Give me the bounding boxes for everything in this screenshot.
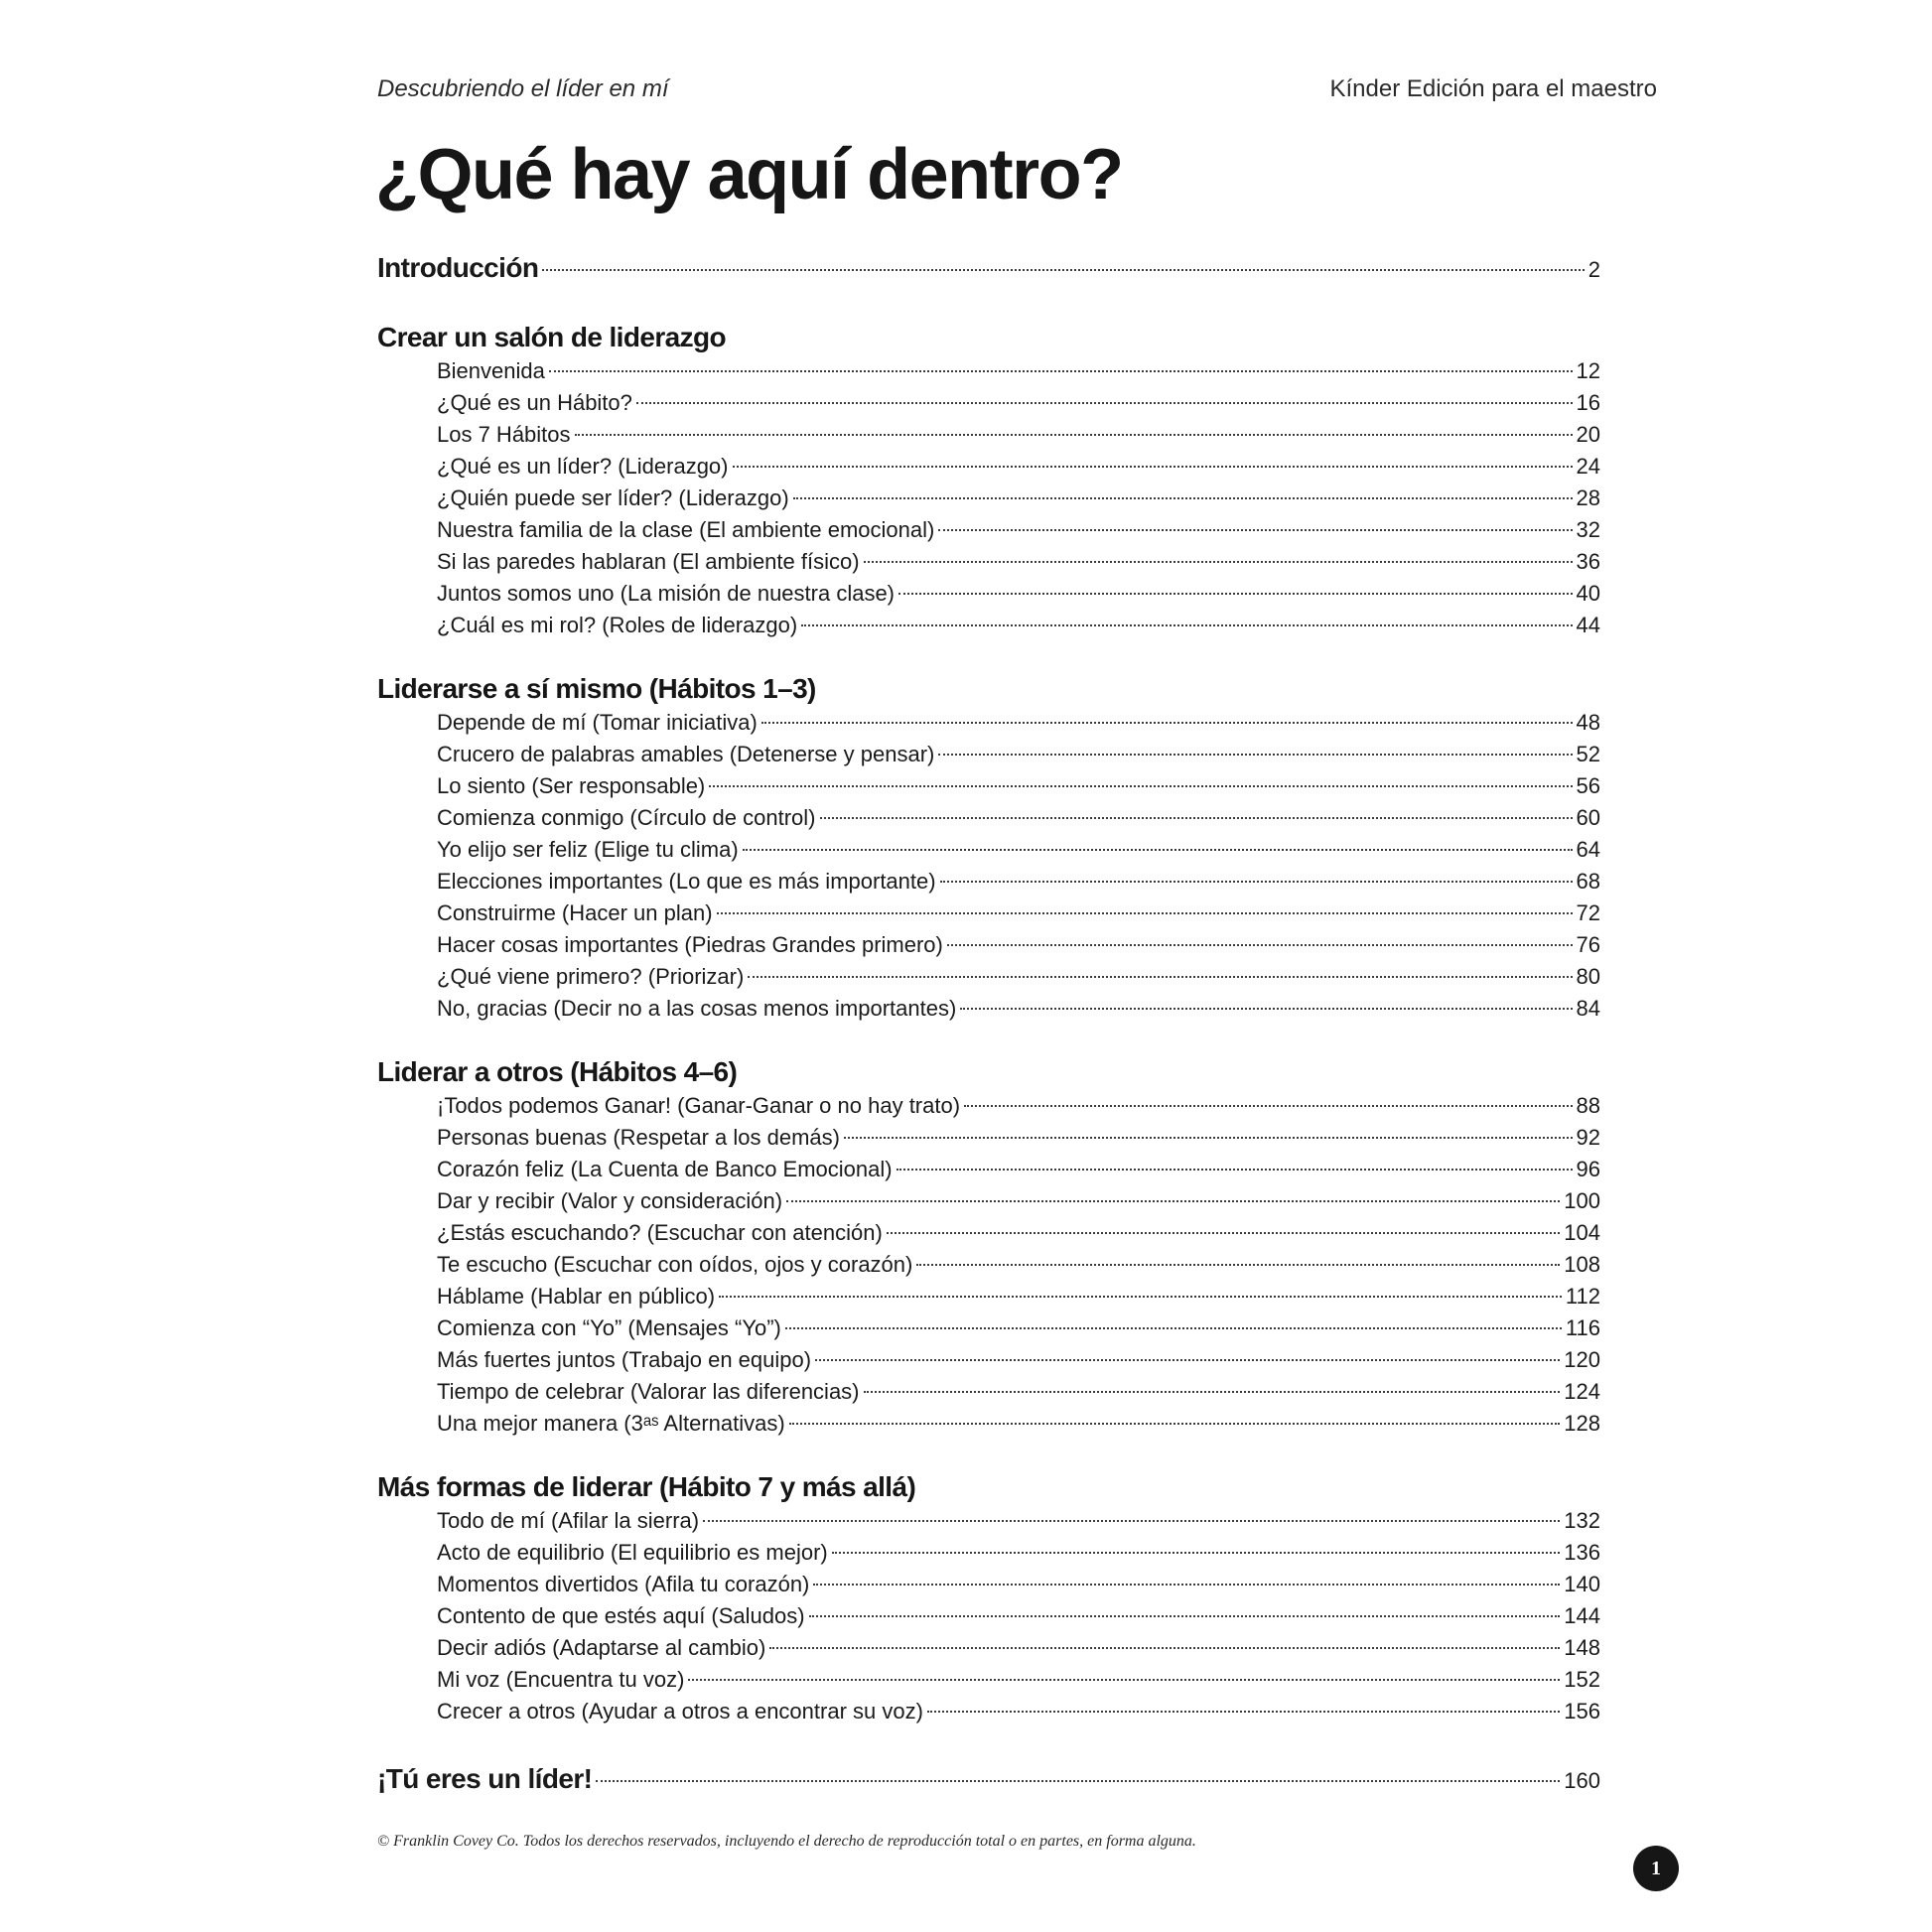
toc-entry-label: Comienza conmigo (Círculo de control) xyxy=(437,805,816,830)
toc-entry-page: 64 xyxy=(1576,837,1600,862)
toc-entry[interactable] xyxy=(377,1505,1600,1537)
toc-entry-label: ¿Qué es un líder? (Liderazgo) xyxy=(437,454,729,479)
toc-section xyxy=(377,1054,1600,1440)
dot-leader xyxy=(898,593,1573,595)
toc-entry-label: Momentos divertidos (Afila tu corazón) xyxy=(437,1572,810,1596)
toc-entry[interactable] xyxy=(377,1600,1600,1632)
toc-entry-label: ¡Tú eres un líder! xyxy=(377,1763,593,1794)
toc-entry[interactable] xyxy=(377,578,1600,610)
toc-entry[interactable] xyxy=(377,1696,1600,1727)
toc-entry-label: ¡Todos podemos Ganar! (Ganar-Ganar o no hay trato) xyxy=(437,1093,961,1118)
dot-leader xyxy=(947,944,1573,946)
toc-entry-label: Corazón feliz (La Cuenta de Banco Emocional) xyxy=(437,1157,893,1181)
page-title: ¿Qué hay aquí dentro? xyxy=(375,135,1123,214)
toc-entry[interactable] xyxy=(377,1376,1600,1408)
toc-entry-label: Introducción xyxy=(377,252,539,283)
dot-leader xyxy=(789,1423,1561,1425)
toc-entry[interactable] xyxy=(377,1090,1600,1122)
toc-entry-label: Hacer cosas importantes (Piedras Grandes primero) xyxy=(437,932,943,957)
toc-entry-label: Bienvenida xyxy=(437,358,545,383)
toc-entry-label: ¿Cuál es mi rol? (Roles de liderazgo) xyxy=(437,613,798,637)
toc-entry-page: 72 xyxy=(1576,900,1600,925)
toc-entry-page: 124 xyxy=(1564,1379,1600,1404)
toc-entry-label: No, gracias (Decir no a las cosas menos importantes) xyxy=(437,996,957,1021)
toc-entry[interactable] xyxy=(377,1664,1600,1696)
toc-entry-label: Todo de mí (Afilar la sierra) xyxy=(437,1508,700,1533)
toc-entry-label: Contento de que estés aquí (Saludos) xyxy=(437,1603,805,1628)
toc-entry[interactable] xyxy=(377,419,1600,451)
toc-entry-page: 144 xyxy=(1564,1603,1600,1628)
toc-entry[interactable] xyxy=(377,707,1600,739)
toc-entry[interactable] xyxy=(377,1312,1600,1344)
toc-entry-label: Los 7 Hábitos xyxy=(437,422,571,447)
toc-entry-page: 40 xyxy=(1576,581,1600,606)
dot-leader xyxy=(636,402,1573,404)
toc-entry-label: ¿Estás escuchando? (Escuchar con atención) xyxy=(437,1220,883,1245)
dot-leader xyxy=(801,624,1572,626)
toc-entry-label: Decir adiós (Adaptarse al cambio) xyxy=(437,1635,766,1660)
section-heading: Crear un salón de liderazgo xyxy=(377,322,726,352)
dot-leader xyxy=(761,722,1573,724)
dot-leader xyxy=(809,1615,1561,1617)
toc-entry-page: 60 xyxy=(1576,805,1600,830)
toc-entry-page: 68 xyxy=(1576,869,1600,894)
toc-entry-page: 84 xyxy=(1576,996,1600,1021)
dot-leader xyxy=(719,1296,1562,1298)
dot-leader xyxy=(575,434,1573,436)
dot-leader xyxy=(786,1200,1560,1202)
toc-entry-introduccion[interactable] xyxy=(377,246,1600,290)
toc-entry-page: 44 xyxy=(1576,613,1600,637)
dot-leader xyxy=(815,1359,1560,1361)
toc-entry[interactable] xyxy=(377,1569,1600,1600)
toc-entry[interactable] xyxy=(377,739,1600,770)
toc-entry-page: 12 xyxy=(1576,358,1600,383)
toc-entry[interactable] xyxy=(377,514,1600,546)
toc-entry-label: Más fuertes juntos (Trabajo en equipo) xyxy=(437,1347,812,1372)
toc-entry-label: Crecer a otros (Ayudar a otros a encontrar su voz) xyxy=(437,1699,923,1724)
section-heading: Más formas de liderar (Hábito 7 y más allá) xyxy=(377,1471,916,1502)
section-heading: Liderarse a sí mismo (Hábitos 1–3) xyxy=(377,673,816,704)
toc-entry-page: 80 xyxy=(1576,964,1600,989)
dot-leader xyxy=(832,1552,1561,1554)
toc-entry-page: 152 xyxy=(1564,1667,1600,1692)
toc-entry-label: Crucero de palabras amables (Detenerse y pensar) xyxy=(437,742,935,766)
dot-leader xyxy=(897,1169,1573,1171)
toc-entry-page: 20 xyxy=(1576,422,1600,447)
toc-sections xyxy=(377,320,1600,1727)
toc-entry-page: 96 xyxy=(1576,1157,1600,1181)
toc-entry-label: Elecciones importantes (Lo que es más importante) xyxy=(437,869,936,894)
copyright-notice: © Franklin Covey Co. Todos los derechos reservados, incluyendo el derecho de reproducción total o en partes, en forma alguna. xyxy=(377,1833,1196,1850)
dot-leader xyxy=(596,1780,1560,1782)
toc-entry-label: Una mejor manera (3ᵃˢ Alternativas) xyxy=(437,1411,785,1436)
toc-entry-label: Construirme (Hacer un plan) xyxy=(437,900,713,925)
toc-section xyxy=(377,320,1600,641)
toc-entry-label: Dar y recibir (Valor y consideración) xyxy=(437,1188,783,1213)
dot-leader xyxy=(542,269,1584,271)
dot-leader xyxy=(793,497,1573,499)
dot-leader xyxy=(916,1264,1560,1266)
toc-entry-label: Depende de mí (Tomar iniciativa) xyxy=(437,710,758,735)
toc-entry-page: 48 xyxy=(1576,710,1600,735)
toc-entry-page: 156 xyxy=(1564,1699,1600,1724)
toc-entry-page: 104 xyxy=(1564,1220,1600,1245)
toc-entry-page: 24 xyxy=(1576,454,1600,479)
running-header-edition: Kínder Edición para el maestro xyxy=(1329,75,1657,102)
toc-entry-page: 56 xyxy=(1576,773,1600,798)
toc-entry[interactable] xyxy=(377,546,1600,578)
toc-entry-page: 136 xyxy=(1564,1540,1600,1565)
dot-leader xyxy=(813,1584,1560,1586)
toc-entry-label: Háblame (Hablar en público) xyxy=(437,1284,716,1309)
toc-entry[interactable] xyxy=(377,610,1600,641)
toc-entry[interactable] xyxy=(377,1122,1600,1154)
toc-entry-page: 2 xyxy=(1587,257,1600,282)
dot-leader xyxy=(938,529,1572,531)
dot-leader xyxy=(964,1105,1572,1107)
toc-entry[interactable] xyxy=(377,1281,1600,1312)
dot-leader xyxy=(743,849,1573,851)
toc-entry[interactable] xyxy=(377,1408,1600,1440)
dot-leader xyxy=(785,1327,1562,1329)
toc-closing-section xyxy=(377,1757,1600,1801)
toc-entry-label: Te escucho (Escuchar con oídos, ojos y corazón) xyxy=(437,1252,913,1277)
toc-entry[interactable] xyxy=(377,993,1600,1025)
toc-intro-section xyxy=(377,246,1600,290)
toc-entry[interactable] xyxy=(377,355,1600,387)
toc-entry-page: 160 xyxy=(1564,1768,1600,1793)
toc-entry[interactable] xyxy=(377,961,1600,993)
toc-entry-page: 116 xyxy=(1565,1315,1600,1340)
dot-leader xyxy=(864,561,1573,563)
toc-entry-label: Juntos somos uno (La misión de nuestra clase) xyxy=(437,581,896,606)
toc-entry[interactable] xyxy=(377,802,1600,834)
toc-entry[interactable] xyxy=(377,1344,1600,1376)
dot-leader xyxy=(844,1137,1573,1139)
toc-entry-page: 148 xyxy=(1564,1635,1600,1660)
toc-entry-page: 16 xyxy=(1576,390,1600,415)
dot-leader xyxy=(887,1232,1560,1234)
toc-entry-page: 28 xyxy=(1576,485,1600,510)
dot-leader xyxy=(938,754,1572,756)
dot-leader xyxy=(733,466,1573,468)
dot-leader xyxy=(549,370,1573,372)
toc-entry[interactable] xyxy=(377,1185,1600,1217)
toc-entry-label: ¿Qué viene primero? (Priorizar) xyxy=(437,964,745,989)
dot-leader xyxy=(709,785,1572,787)
toc-section xyxy=(377,671,1600,1025)
toc-entry[interactable] xyxy=(377,483,1600,514)
toc-entry-label: Comienza con “Yo” (Mensajes “Yo”) xyxy=(437,1315,781,1340)
toc-entry-page: 32 xyxy=(1576,517,1600,542)
toc-entry-label: Lo siento (Ser responsable) xyxy=(437,773,706,798)
toc-entry-label: Personas buenas (Respetar a los demás) xyxy=(437,1125,840,1150)
toc-entry-page: 108 xyxy=(1564,1252,1600,1277)
toc-entry-label: Yo elijo ser feliz (Elige tu clima) xyxy=(437,837,739,862)
toc-entry[interactable] xyxy=(377,1154,1600,1185)
dot-leader xyxy=(927,1711,1560,1713)
toc-entry[interactable] xyxy=(377,387,1600,419)
running-header-title: Descubriendo el líder en mí xyxy=(377,75,669,102)
dot-leader xyxy=(748,976,1572,978)
toc-entry[interactable] xyxy=(377,1217,1600,1249)
toc-entry[interactable] xyxy=(377,451,1600,483)
dot-leader xyxy=(703,1520,1560,1522)
toc-entry-page: 112 xyxy=(1565,1284,1600,1309)
dot-leader xyxy=(717,912,1573,914)
section-heading: Liderar a otros (Hábitos 4–6) xyxy=(377,1056,738,1087)
toc-entry-page: 52 xyxy=(1576,742,1600,766)
dot-leader xyxy=(688,1679,1560,1681)
toc-entry[interactable] xyxy=(377,929,1600,961)
toc-entry[interactable] xyxy=(377,770,1600,802)
toc-entry-page: 76 xyxy=(1576,932,1600,957)
toc-entry[interactable] xyxy=(377,897,1600,929)
toc-entry-label: ¿Qué es un Hábito? xyxy=(437,390,632,415)
toc-entry-page: 120 xyxy=(1564,1347,1600,1372)
toc-entry[interactable] xyxy=(377,834,1600,866)
toc-entry-page: 36 xyxy=(1576,549,1600,574)
toc-entry-label: Acto de equilibrio (El equilibrio es mejor) xyxy=(437,1540,828,1565)
toc-entry[interactable] xyxy=(377,866,1600,897)
toc-entry-page: 100 xyxy=(1564,1188,1600,1213)
dot-leader xyxy=(769,1647,1560,1649)
dot-leader xyxy=(864,1391,1561,1393)
toc-entry-label: Si las paredes hablaran (El ambiente físico) xyxy=(437,549,860,574)
toc-entry-page: 140 xyxy=(1564,1572,1600,1596)
toc-entry-page: 132 xyxy=(1564,1508,1600,1533)
toc-entry-tu-eres-un-lider[interactable] xyxy=(377,1757,1600,1801)
table-of-contents xyxy=(377,246,1600,1831)
toc-entry[interactable] xyxy=(377,1249,1600,1281)
dot-leader xyxy=(960,1008,1572,1010)
toc-entry-label: Mi voz (Encuentra tu voz) xyxy=(437,1667,685,1692)
toc-entry-page: 92 xyxy=(1576,1125,1600,1150)
dot-leader xyxy=(940,881,1573,883)
toc-entry-label: Nuestra familia de la clase (El ambiente emocional) xyxy=(437,517,935,542)
toc-entry-page: 88 xyxy=(1576,1093,1600,1118)
toc-entry-page: 128 xyxy=(1564,1411,1600,1436)
toc-entry[interactable] xyxy=(377,1632,1600,1664)
dot-leader xyxy=(820,817,1573,819)
toc-entry-label: ¿Quién puede ser líder? (Liderazgo) xyxy=(437,485,789,510)
toc-section xyxy=(377,1469,1600,1727)
toc-entry-label: Tiempo de celebrar (Valorar las diferencias) xyxy=(437,1379,860,1404)
page-number-badge: 1 xyxy=(1633,1846,1679,1891)
toc-entry[interactable] xyxy=(377,1537,1600,1569)
